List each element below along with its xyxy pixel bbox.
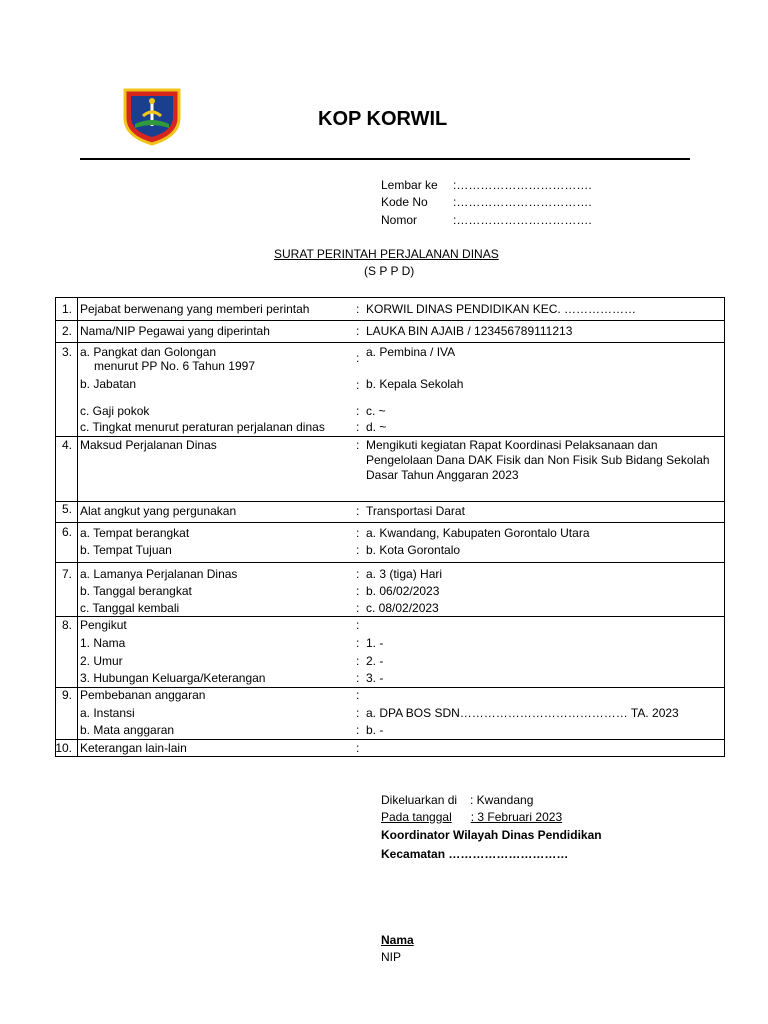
row-3-value-salary: c. ~ [366, 404, 386, 418]
row-9-colon-a: : [356, 706, 360, 720]
row-3-colon-c: : [356, 404, 360, 418]
signatory-role-line-2: Kecamatan ………………………… [381, 847, 569, 861]
row-8-colon: : [356, 618, 360, 632]
row-3-colon-d: : [356, 420, 360, 434]
row-10-number: 10. [55, 741, 72, 755]
row-3-value-rank: a. Pembina / IVA [366, 345, 456, 359]
row-10-label: Keterangan lain-lain [80, 741, 187, 755]
row-8-value-name: 1. - [366, 636, 384, 650]
row-3-label-position: b. Jabatan [80, 377, 137, 391]
row-4-number: 4. [61, 438, 72, 452]
row-4-value-line-2: Pengelolaan Dana DAK Fisik dan Non Fisik Sub Bidang Sekolah [366, 453, 710, 467]
row-9-label: Pembebanan anggaran [80, 688, 206, 702]
signatory-nip: NIP [381, 950, 402, 964]
date-label: Pada tanggal [381, 810, 452, 824]
row-2-colon: : [356, 324, 360, 338]
row-4-value-line-3: Dasar Tahun Anggaran 2023 [366, 468, 519, 482]
row-3-label-rank: a. Pangkat dan Golongan [80, 345, 217, 359]
row-7-colon-a: : [356, 567, 360, 581]
code-label: Kode No [381, 195, 428, 209]
row-8-number: 8. [61, 618, 72, 632]
date-value: : 3 Februari 2023 [470, 810, 563, 824]
row-3-colon-a: : [356, 351, 360, 365]
row-4-value-line-1: Mengikuti kegiatan Rapat Koordinasi Pelaksanaan dan [366, 438, 658, 452]
signatory-name: Nama [381, 933, 414, 947]
signatory-role-line-1: Koordinator Wilayah Dinas Pendidikan [381, 828, 602, 842]
row-8-label-age: 2. Umur [80, 654, 123, 668]
row-5-number: 5. [61, 502, 72, 516]
number-label: Nomor [381, 213, 418, 227]
row-6-value-departure: a. Kwandang, Kabupaten Gorontalo Utara [366, 526, 590, 540]
row-10-colon: : [356, 741, 360, 755]
row-3-label-salary: c. Gaji pokok [80, 404, 150, 418]
row-8-value-relation: 3. - [366, 671, 384, 685]
row-6-number: 6. [61, 525, 72, 539]
row-1-colon: : [356, 302, 360, 316]
letterhead-title: KOP KORWIL [318, 108, 448, 130]
row-2-number: 2. [61, 324, 72, 338]
row-5-colon: : [356, 504, 360, 518]
row-8-colon-2: : [356, 654, 360, 668]
row-3-value-position: b. Kepala Sekolah [366, 377, 464, 391]
document-subtitle: (S P P D) [364, 264, 415, 278]
row-7-number: 7. [61, 567, 72, 581]
code-value: :……………………………. [453, 195, 592, 209]
row-4-label: Maksud Perjalanan Dinas [80, 438, 217, 452]
row-7-colon-b: : [356, 584, 360, 598]
row-1-value: KORWIL DINAS PENDIDIKAN KEC. ……………… [366, 302, 637, 316]
document-title: SURAT PERINTAH PERJALANAN DINAS [274, 247, 499, 261]
row-2-label: Nama/NIP Pegawai yang diperintah [80, 324, 270, 338]
row-6-colon-a: : [356, 526, 360, 540]
row-8-value-age: 2. - [366, 654, 384, 668]
row-7-value-duration: a. 3 (tiga) Hari [366, 567, 443, 581]
row-9-value-budget: b. - [366, 723, 384, 737]
row-9-label-agency: a. Instansi [80, 706, 135, 720]
row-6-label-departure: a. Tempat berangkat [80, 526, 190, 540]
row-3-label-level: c. Tingkat menurut peraturan perjalanan dinas [80, 420, 325, 434]
row-7-value-departure-date: b. 06/02/2023 [366, 584, 440, 598]
row-3-colon-b: : [356, 378, 360, 392]
row-6-colon-b: : [356, 543, 360, 557]
issued-label: Dikeluarkan di [381, 793, 458, 807]
row-9-label-budget: b. Mata anggaran [80, 723, 175, 737]
row-9-number: 9. [61, 688, 72, 702]
row-1-number: 1. [61, 302, 72, 316]
row-9-colon: : [356, 688, 360, 702]
row-8-colon-3: : [356, 671, 360, 685]
row-2-value: LAUKA BIN AJAIB / 123456789111213 [366, 324, 573, 338]
number-value: :……………………………. [453, 213, 592, 227]
row-5-label: Alat angkut yang pergunakan [80, 504, 237, 518]
row-8-label: Pengikut [80, 618, 127, 632]
letterhead-divider [80, 158, 690, 160]
row-8-colon-1: : [356, 636, 360, 650]
issued-value: : Kwandang [470, 793, 534, 807]
row-7-label-departure-date: b. Tanggal berangkat [80, 584, 192, 598]
row-3-value-level: d. ~ [366, 420, 387, 434]
sppd-table [55, 297, 725, 757]
sheet-label: Lembar ke [381, 178, 438, 192]
row-6-value-destination: b. Kota Gorontalo [366, 543, 461, 557]
row-7-label-duration: a. Lamanya Perjalanan Dinas [80, 567, 238, 581]
row-4-colon: : [356, 438, 360, 452]
row-9-colon-b: : [356, 723, 360, 737]
row-7-label-return-date: c. Tanggal kembali [80, 601, 180, 615]
row-3-number: 3. [61, 345, 72, 359]
row-7-value-return-date: c. 08/02/2023 [366, 601, 439, 615]
row-5-value: Transportasi Darat [366, 504, 465, 518]
date-line [381, 810, 571, 824]
row-8-label-name: 1. Nama [80, 636, 126, 650]
sheet-value: :……………………………. [453, 178, 592, 192]
row-3-label-rank-regulation: menurut PP No. 6 Tahun 1997 [94, 359, 256, 373]
row-7-colon-c: : [356, 601, 360, 615]
row-6-label-destination: b. Tempat Tujuan [80, 543, 172, 557]
row-9-value-agency: a. DPA BOS SDN…………………………………… TA. 2023 [366, 706, 679, 720]
row-1-label: Pejabat berwenang yang memberi perintah [80, 302, 310, 316]
regency-emblem-logo [121, 86, 183, 146]
row-8-label-relation: 3. Hubungan Keluarga/Keterangan [80, 671, 266, 685]
